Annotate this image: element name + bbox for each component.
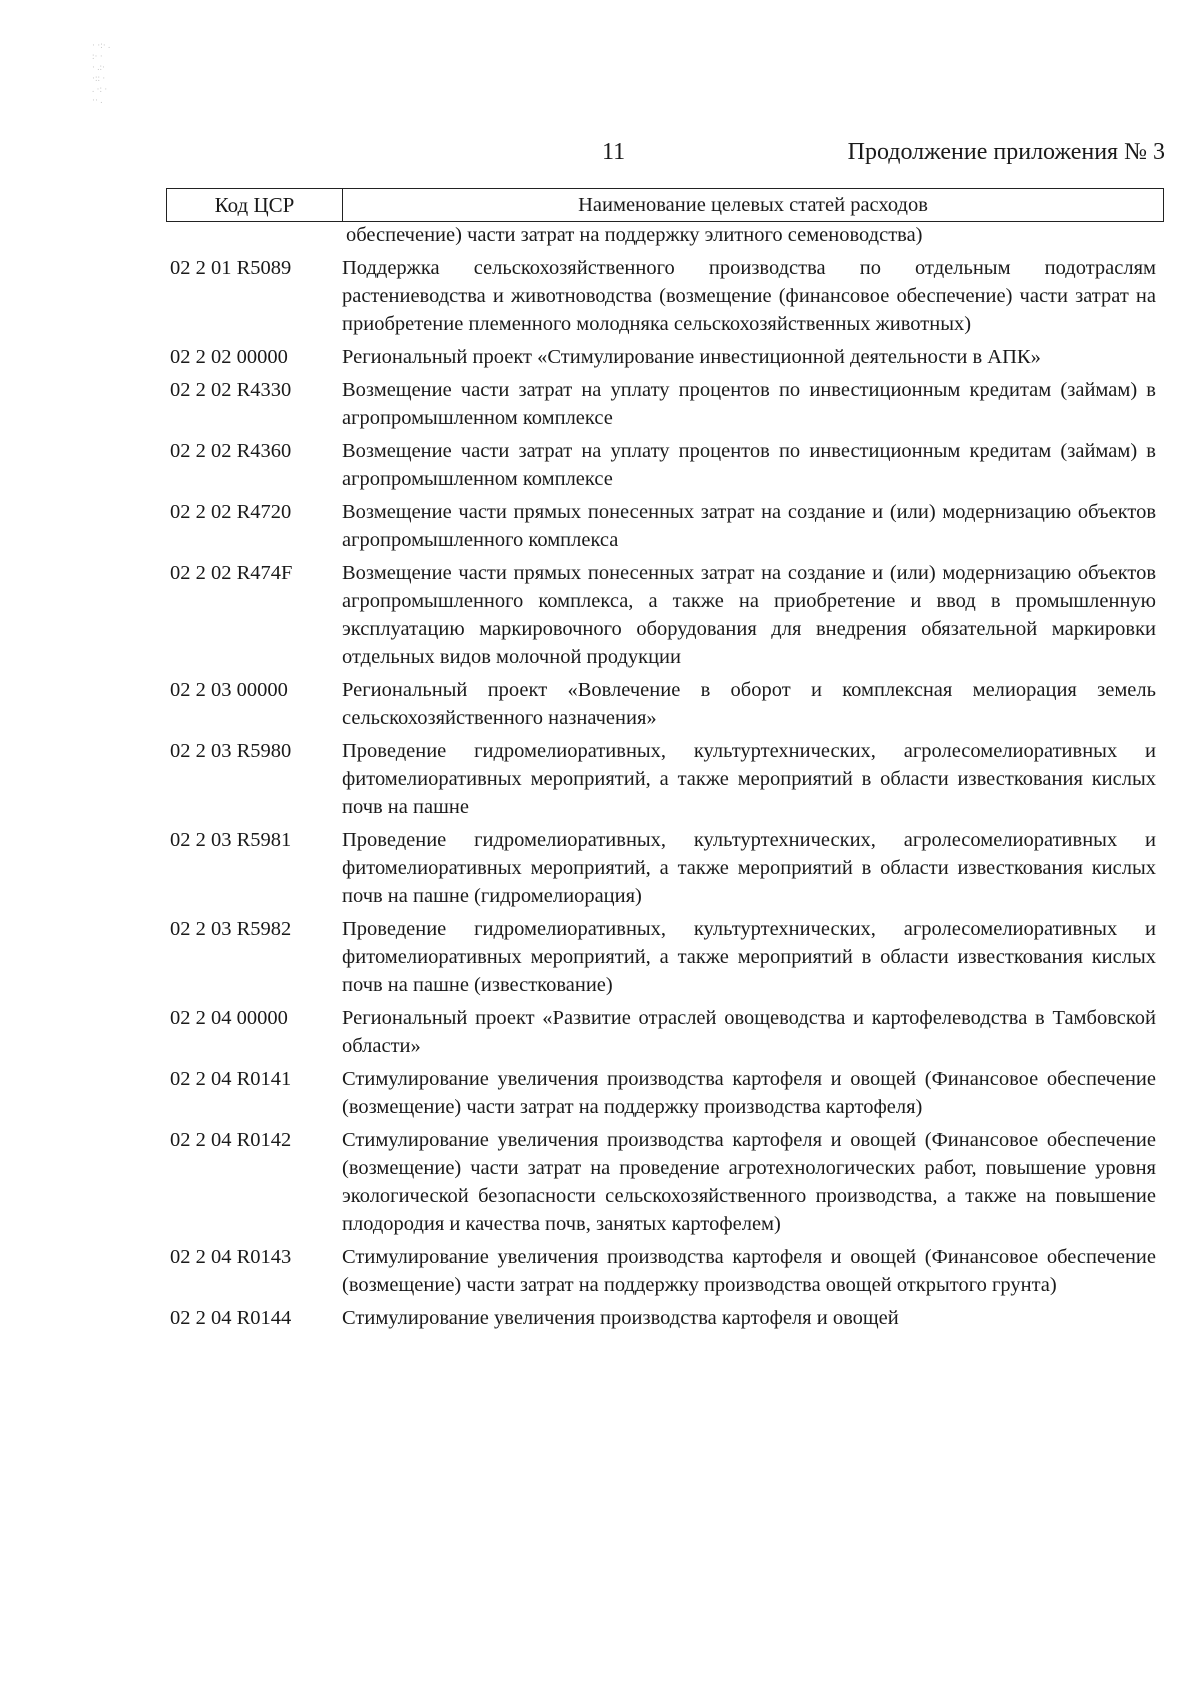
scan-margin-noise: · ·:· . :· · · .:· ·:: · . ·: · ·· . [92,40,111,105]
row-code: 02 2 03 00000 [170,679,288,701]
row-code: 02 2 02 R474F [170,562,293,584]
row-description: Региональный проект «Вовлечение в оборот и комплексная мелиорация земель сельскохозяйственного назначения» [342,679,1156,729]
table-row [170,437,1156,493]
table-row [170,254,1156,338]
continuation-title: Продолжение приложения № 3 [847,139,1165,165]
table-row [170,1004,1156,1060]
table-row [170,1065,1156,1121]
row-code: 02 2 03 R5981 [170,829,292,851]
row-description: Возмещение части затрат на уплату процентов по инвестиционным кредитам (займам) в агропромышленном комплексе [342,440,1156,490]
row-description: Поддержка сельскохозяйственного производства по отдельным подотраслям растениеводства и животноводства (возмещение (финансовое обеспечение) части затрат на приобретение племенного молодняка сельскохозяйственных животных) [342,257,1156,335]
column-header-code: Код ЦСР [167,189,343,221]
row-code: 02 2 04 R0143 [170,1246,292,1268]
row-code: 02 2 04 R0141 [170,1068,292,1090]
page-number: 11 [602,139,626,165]
table-body [170,221,1156,1337]
table-row [170,498,1156,554]
row-code: 02 2 02 R4330 [170,379,292,401]
table-row [170,1304,1156,1332]
row-code: 02 2 04 00000 [170,1007,288,1029]
table-row [170,826,1156,910]
row-description: Проведение гидромелиоративных, культуртехнических, агролесомелиоративных и фитомелиоративных мероприятий, а также мероприятий в области известкования кислых почв на пашне (известкование) [342,918,1156,996]
row-description: Возмещение части затрат на уплату процентов по инвестиционным кредитам (займам) в агропромышленном комплексе [342,379,1156,429]
row-code: 02 2 03 R5982 [170,918,292,940]
row-code: 02 2 02 R4360 [170,440,292,462]
row-code: 02 2 03 R5980 [170,740,292,762]
row-description: Стимулирование увеличения производства картофеля и овощей (Финансовое обеспечение (возмещение) части затрат на поддержку производства овощей открытого грунта) [342,1246,1156,1296]
row-code: 02 2 02 R4720 [170,501,292,523]
page-header [160,138,1165,174]
row-description: Проведение гидромелиоративных, культуртехнических, агролесомелиоративных и фитомелиоративных мероприятий, а также мероприятий в области известкования кислых почв на пашне (гидромелиорация) [342,829,1156,907]
row-description: Региональный проект «Развитие отраслей овощеводства и картофелеводства в Тамбовской области» [342,1007,1156,1057]
row-description: Стимулирование увеличения производства картофеля и овощей [342,1307,899,1329]
row-description: Проведение гидромелиоративных, культуртехнических, агролесомелиоративных и фитомелиоративных мероприятий, а также мероприятий в области известкования кислых почв на пашне [342,740,1156,818]
row-description: Стимулирование увеличения производства картофеля и овощей (Финансовое обеспечение (возмещение) части затрат на проведение агротехнологических работ, повышение уровня экологической безопасности сельскохозяйственного производства, а также на повышение плодородия и качества почв, занятых картофелем) [342,1129,1156,1235]
table-row [170,1126,1156,1238]
column-header-name: Наименование целевых статей расходов [578,194,928,216]
row-code: 02 2 01 R5089 [170,257,292,279]
table-header [166,188,1164,222]
table-row [170,1243,1156,1299]
row-description: Возмещение части прямых понесенных затрат на создание и (или) модернизацию объектов агропромышленного комплекса [342,501,1156,551]
table-row [170,559,1156,671]
table-row [170,915,1156,999]
row-description: Региональный проект «Стимулирование инвестиционной деятельности в АПК» [342,346,1041,368]
table-row [170,343,1156,371]
row-description: Возмещение части прямых понесенных затрат на создание и (или) модернизацию объектов агропромышленного комплекса, а также на приобретение и ввод в промышленную эксплуатацию маркировочного оборудования для внедрения обязательной маркировки отдельных видов молочной продукции [342,562,1156,668]
row-code: 02 2 04 R0144 [170,1307,292,1329]
table-row [170,376,1156,432]
row-description: Стимулирование увеличения производства картофеля и овощей (Финансовое обеспечение (возмещение) части затрат на поддержку производства картофеля) [342,1068,1156,1118]
row-code: 02 2 04 R0142 [170,1129,292,1151]
row-code: 02 2 02 00000 [170,346,288,368]
table-row [170,737,1156,821]
continued-text: обеспечение) части затрат на поддержку элитного семеноводства) [346,224,923,246]
table-row [170,676,1156,732]
continued-row [170,221,1156,249]
